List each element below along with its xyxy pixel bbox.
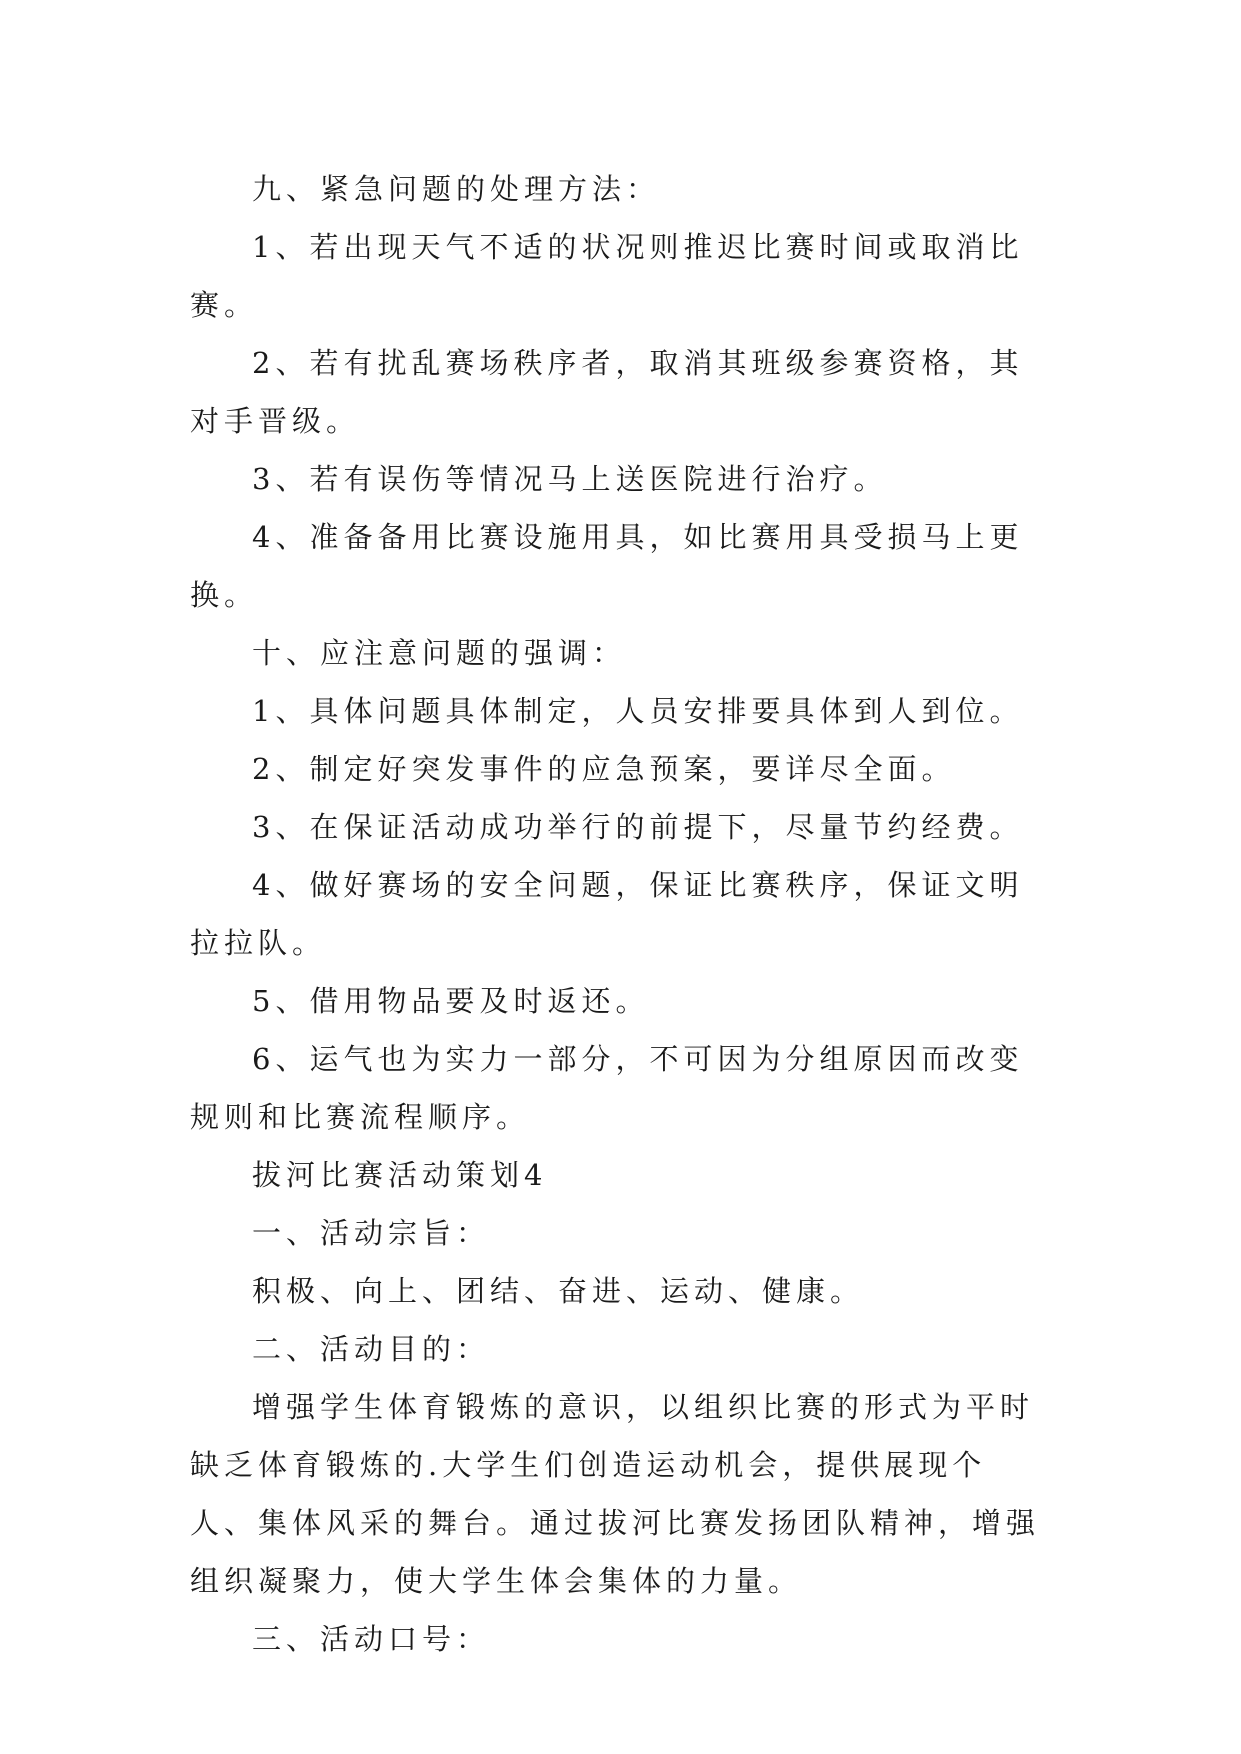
paragraph: 2、制定好突发事件的应急预案，要详尽全面。 xyxy=(252,752,956,786)
document-body xyxy=(190,160,1050,1668)
paragraph: 1、具体问题具体制定，人员安排要具体到人到位。 xyxy=(252,694,1024,728)
section-heading-goal: 二、活动目的： xyxy=(252,1332,491,1366)
paragraph: 积极、向上、团结、奋进、运动、健康。 xyxy=(252,1274,865,1308)
paragraph: 3、若有误伤等情况马上送医院进行治疗。 xyxy=(252,462,888,496)
section-heading-purpose: 一、活动宗旨： xyxy=(252,1216,491,1250)
paragraph: 4、做好赛场的安全问题，保证比赛秩序，保证文明拉拉队。 xyxy=(190,868,1024,960)
plan-title: 拔河比赛活动策划4 xyxy=(252,1158,548,1192)
paragraph: 5、借用物品要及时返还。 xyxy=(252,984,650,1018)
section-heading-notes: 十、应注意问题的强调： xyxy=(252,636,627,670)
paragraph: 1、若出现天气不适的状况则推迟比赛时间或取消比赛。 xyxy=(190,230,1024,322)
section-heading-slogan: 三、活动口号： xyxy=(252,1622,491,1656)
paragraph: 3、在保证活动成功举行的前提下，尽量节约经费。 xyxy=(252,810,1024,844)
paragraph: 4、准备备用比赛设施用具，如比赛用具受损马上更换。 xyxy=(190,520,1024,612)
paragraph: 2、若有扰乱赛场秩序者，取消其班级参赛资格，其对手晋级。 xyxy=(190,346,1024,438)
section-heading-emergency: 九、紧急问题的处理方法： xyxy=(252,172,661,206)
paragraph: 6、运气也为实力一部分，不可因为分组原因而改变规则和比赛流程顺序。 xyxy=(190,1042,1024,1134)
paragraph: 增强学生体育锻炼的意识，以组织比赛的形式为平时缺乏体育锻炼的.大学生们创造运动机会，提供展现个人、集体风采的舞台。通过拔河比赛发扬团队精神，增强组织凝聚力，使大学生体会集体的力量。 xyxy=(190,1390,1041,1598)
